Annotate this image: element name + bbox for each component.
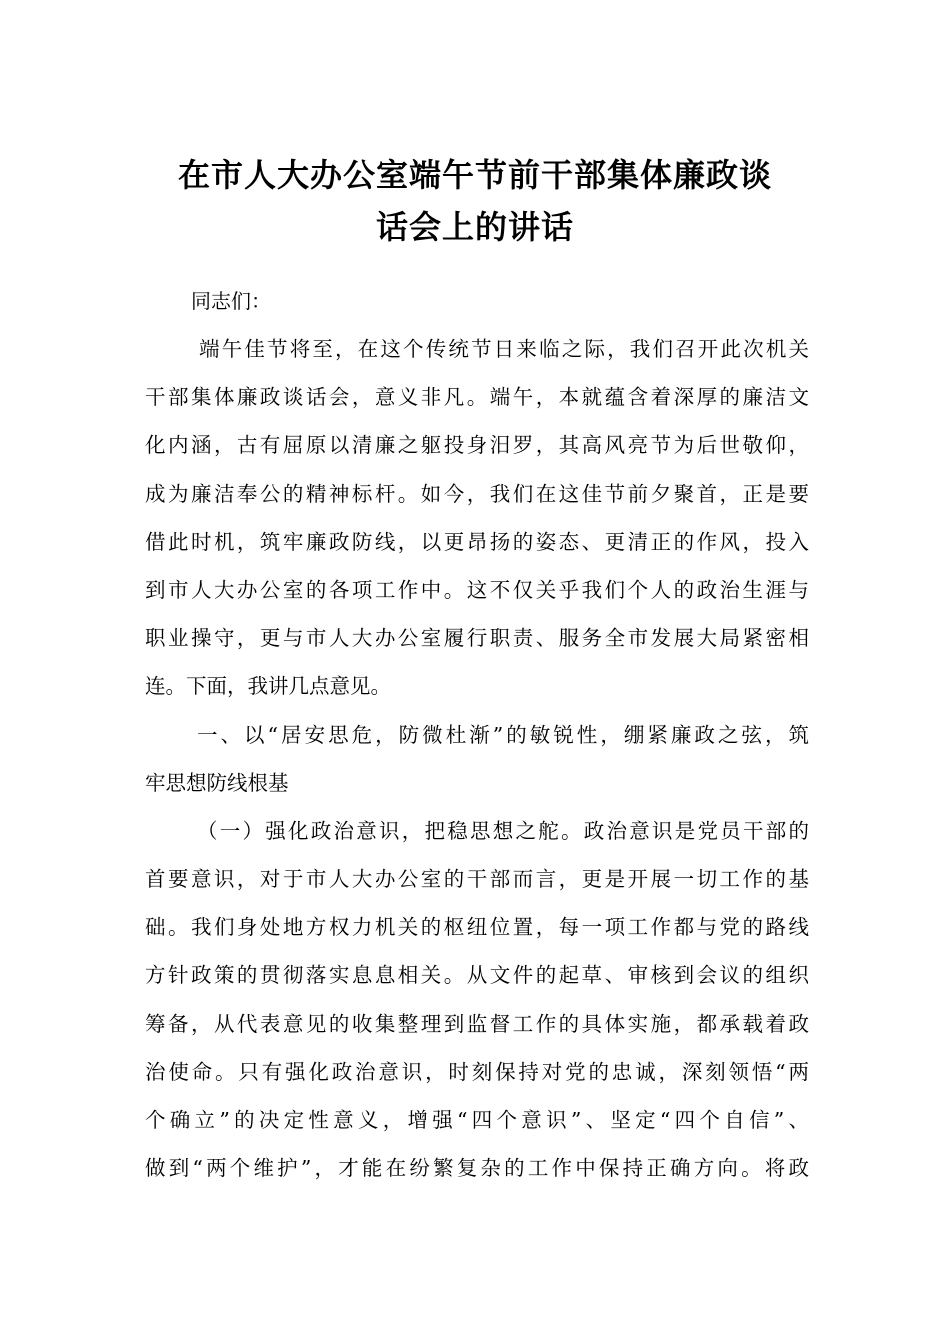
title-line-1: 在市人大办公室端午节前干部集体廉政谈 — [177, 156, 772, 195]
text-line: 做到“两个维护”，才能在纷繁复杂的工作中保持正确方向。将政 — [145, 1156, 809, 1181]
text-line: 首要意识，对于市人大办公室的干部而言，更是开展一切工作的基 — [145, 867, 809, 892]
text-line: 化内涵，古有屈原以清廉之躯投身汨罗，其高风亮节为后世敬仰， — [145, 433, 809, 458]
document-body — [145, 277, 809, 1192]
paragraph-intro — [145, 325, 809, 711]
text-line: 成为廉洁奉公的精神标杆。如今，我们在这佳节前夕聚首，正是要 — [145, 481, 809, 506]
text-line: 础。我们身处地方权力机关的枢纽位置，每一项工作都与党的路线 — [145, 915, 809, 940]
text-line: （一）强化政治意识，把稳思想之舵。政治意识是党员干部的 — [197, 818, 809, 843]
text-line: 干部集体廉政谈话会，意义非凡。端午，本就蕴含着深厚的廉洁文 — [145, 385, 809, 410]
text-line: 牢思想防线根基 — [145, 770, 289, 795]
text-line: 方针政策的贯彻落实息息相关。从文件的起草、审核到会议的组织 — [145, 963, 809, 988]
salutation: 同志们： — [191, 289, 271, 313]
title-line-2: 话会上的讲话 — [375, 208, 574, 247]
document-title — [140, 149, 810, 253]
text-line: 到市人大办公室的各项工作中。这不仅关乎我们个人的政治生涯与 — [145, 577, 809, 602]
section-heading-1 — [145, 711, 809, 807]
text-line: 治使命。只有强化政治意识，时刻保持对党的忠诚，深刻领悟“两 — [145, 1059, 809, 1084]
text-line: 个确立”的决定性意义，增强“四个意识”、坚定“四个自信”、 — [145, 1108, 809, 1132]
text-line: 一、以“居安思危，防微杜渐”的敏锐性，绷紧廉政之弦，筑 — [197, 722, 809, 747]
paragraph-subsection-1 — [145, 807, 809, 1193]
text-line: 连。下面，我讲几点意见。 — [145, 674, 391, 699]
text-line: 借此时机，筑牢廉政防线，以更昂扬的姿态、更清正的作风，投入 — [145, 529, 809, 554]
text-line: 职业操守，更与市人大办公室履行职责、服务全市发展大局紧密相 — [145, 626, 809, 651]
text-line: 端午佳节将至，在这个传统节日来临之际，我们召开此次机关 — [199, 337, 809, 361]
text-line: 筹备，从代表意见的收集整理到监督工作的具体实施，都承载着政 — [145, 1011, 809, 1036]
